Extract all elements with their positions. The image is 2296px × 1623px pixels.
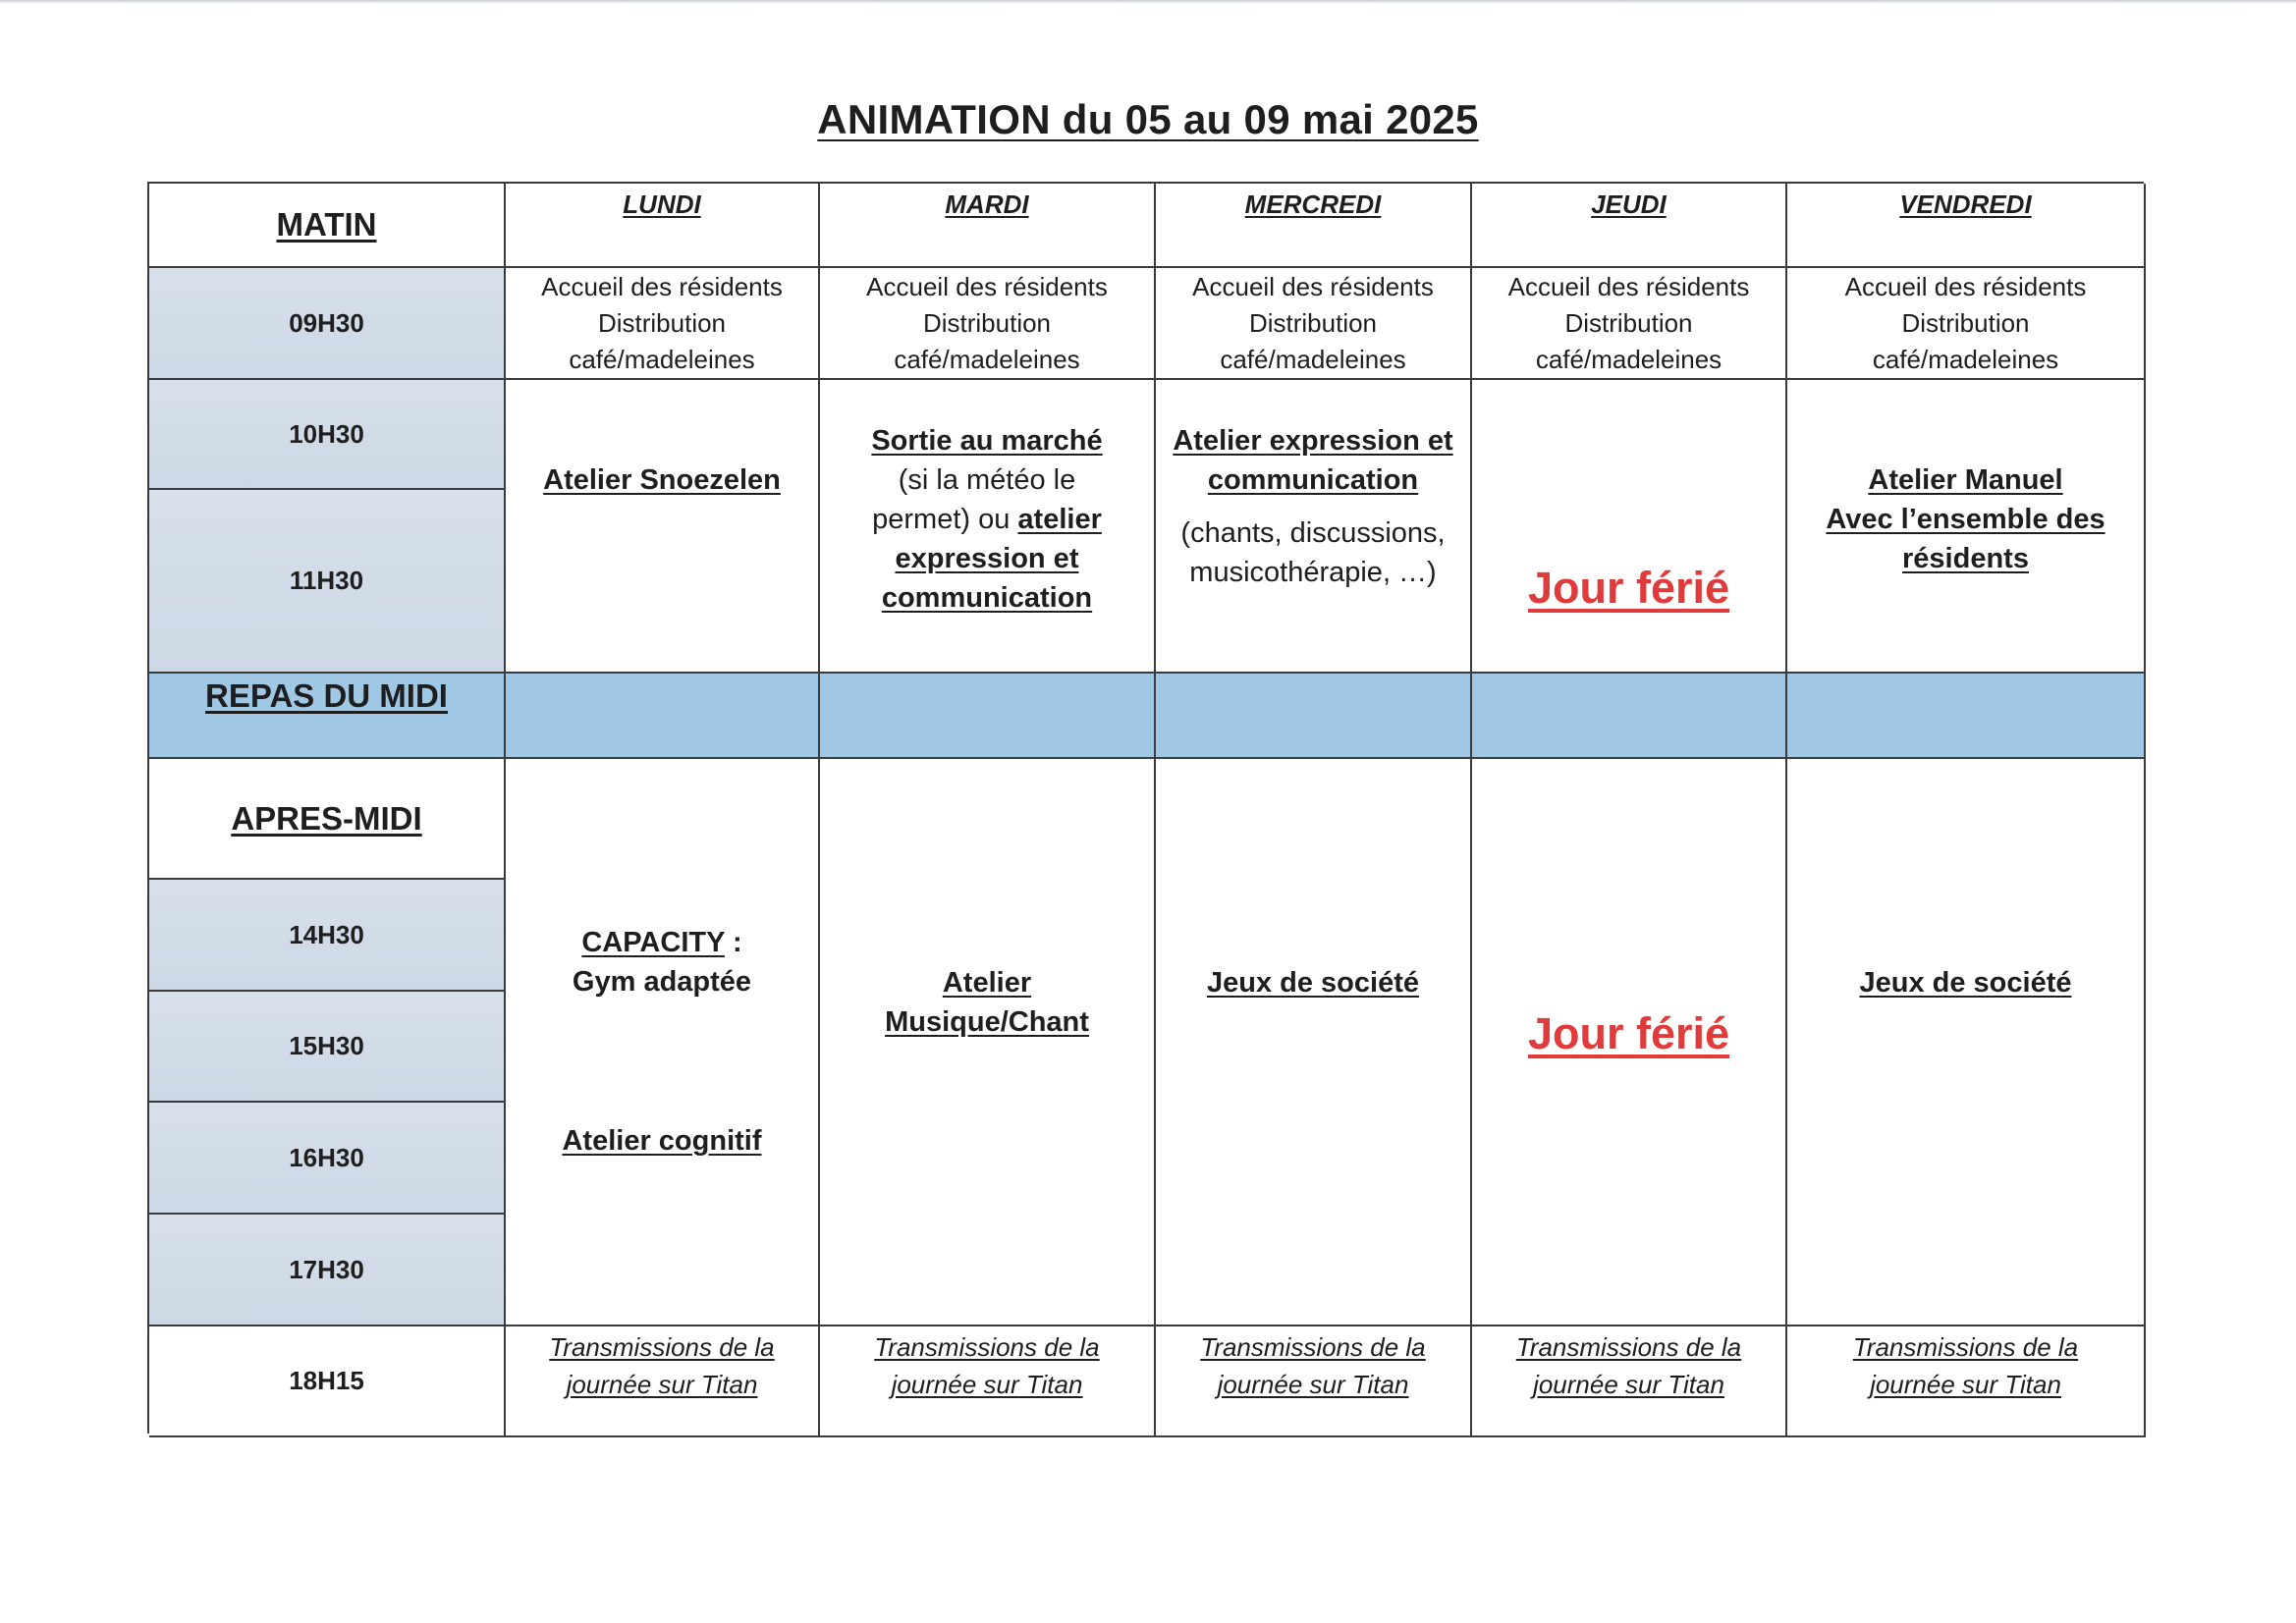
day-header-mercredi: MERCREDI	[1156, 184, 1472, 268]
day-header-mardi: MARDI	[820, 184, 1156, 268]
holiday-label: Jour férié	[1527, 1008, 1730, 1058]
morning-activity-lundi: Atelier Snoezelen	[506, 380, 820, 674]
afternoon-activity-lundi: CAPACITY : Gym adaptée Atelier cognitif	[506, 759, 820, 1326]
day-header-lundi: LUNDI	[506, 184, 820, 268]
evening-cell-lundi: Transmissions de la journée sur Titan	[506, 1326, 820, 1437]
day-header-jeudi: JEUDI	[1472, 184, 1787, 268]
morning-activity-jeudi	[1472, 380, 1787, 674]
evening-cell-mardi: Transmissions de la journée sur Titan	[820, 1326, 1156, 1437]
lunch-header: REPAS DU MIDI	[149, 674, 506, 759]
holiday-label: Jour férié	[1527, 563, 1730, 613]
welcome-cell-mardi: Accueil des résidents Distribution café/madeleines	[820, 268, 1156, 380]
evening-cell-vendredi: Transmissions de la journée sur Titan	[1787, 1326, 2146, 1437]
matin-header: MATIN	[149, 184, 506, 268]
time-1030: 10H30	[149, 380, 506, 490]
afternoon-activity-jeudi	[1472, 759, 1787, 1326]
welcome-cell-mercredi: Accueil des résidents Distribution café/madeleines	[1156, 268, 1472, 380]
lunch-cell-jeudi	[1472, 674, 1787, 759]
time-1630: 16H30	[149, 1103, 506, 1215]
evening-cell-jeudi: Transmissions de la journée sur Titan	[1472, 1326, 1787, 1437]
afternoon-activity-mercredi: Jeux de société	[1156, 759, 1472, 1326]
schedule-table	[147, 182, 2144, 1434]
time-1730: 17H30	[149, 1215, 506, 1326]
evening-cell-mercredi: Transmissions de la journée sur Titan	[1156, 1326, 1472, 1437]
time-1130: 11H30	[149, 490, 506, 674]
lunch-cell-vendredi	[1787, 674, 2146, 759]
morning-activity-mardi: Sortie au marché (si la météo le permet) ou atelier expression et communication	[820, 380, 1156, 674]
lunch-cell-mercredi	[1156, 674, 1472, 759]
welcome-cell-lundi: Accueil des résidents Distribution café/madeleines	[506, 268, 820, 380]
welcome-cell-vendredi: Accueil des résidents Distribution café/madeleines	[1787, 268, 2146, 380]
morning-activity-mercredi: Atelier expression et communication (chants, discussions, musicothérapie, …)	[1156, 380, 1472, 674]
lunch-cell-lundi	[506, 674, 820, 759]
time-1430: 14H30	[149, 880, 506, 992]
day-header-vendredi: VENDREDI	[1787, 184, 2146, 268]
welcome-cell-jeudi: Accueil des résidents Distribution café/madeleines	[1472, 268, 1787, 380]
time-1530: 15H30	[149, 992, 506, 1103]
time-0930: 09H30	[149, 268, 506, 380]
page-title: ANIMATION du 05 au 09 mai 2025	[817, 96, 1479, 142]
afternoon-activity-vendredi: Jeux de société	[1787, 759, 2146, 1326]
apres-midi-header: APRES-MIDI	[149, 759, 506, 880]
lunch-cell-mardi	[820, 674, 1156, 759]
afternoon-activity-mardi: Atelier Musique/Chant	[820, 759, 1156, 1326]
morning-activity-vendredi: Atelier Manuel Avec l’ensemble des résidents	[1787, 380, 2146, 674]
scan-edge	[0, 0, 2296, 4]
time-1815: 18H15	[149, 1326, 506, 1437]
